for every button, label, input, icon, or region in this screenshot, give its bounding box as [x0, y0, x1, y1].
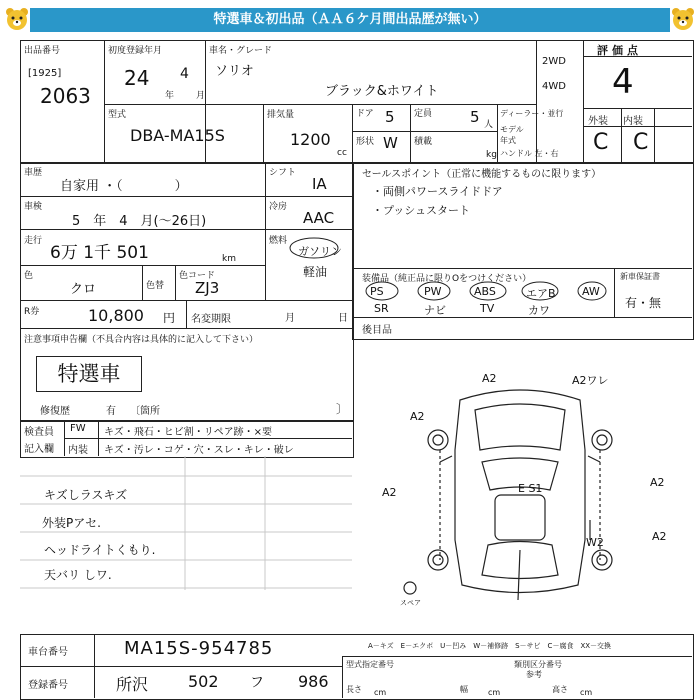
- load-unit: kg: [486, 150, 497, 160]
- plate-area: 所沢: [116, 675, 149, 694]
- equip-navi: ナビ: [424, 304, 446, 317]
- equip-sr: SR: [374, 302, 389, 315]
- color-value: クロ: [70, 282, 97, 297]
- damage-mark: A2: [652, 530, 667, 543]
- drive-2wd: 2WD: [542, 56, 566, 67]
- mileage-label: 走行: [24, 236, 43, 246]
- ac-value: AAC: [303, 209, 335, 227]
- model-year-label: モデル年式: [500, 125, 524, 145]
- equipment-circle-marks: [360, 280, 620, 302]
- warranty-value: 有・無: [625, 296, 662, 310]
- recycle-value: 10,800: [88, 306, 144, 325]
- width-label: 幅: [460, 685, 468, 694]
- damage-mark: E S1: [518, 482, 543, 495]
- interior-grade: C: [633, 130, 649, 155]
- fw-items: キズ・飛石・ヒビ割・リペア跡・×要: [104, 427, 272, 438]
- fuel-diesel: 軽油: [303, 265, 328, 279]
- interior-items: キズ・汚レ・コゲ・穴・スレ・キレ・破レ: [104, 445, 294, 456]
- fuel-gas: ガソリン: [298, 245, 342, 258]
- equip-ps: PS: [370, 285, 384, 298]
- equip-aw: AW: [582, 285, 600, 298]
- equip-airbag: エアB: [526, 287, 556, 300]
- category-label: 類別区分番号: [514, 660, 562, 669]
- ac-label: 冷房: [269, 202, 288, 212]
- damage-mark: A2ワレ: [572, 374, 609, 387]
- spare-label: スペア: [400, 599, 421, 607]
- inspector-label: 検査員: [24, 427, 54, 438]
- sales-label: セールスポイント（正常に機能するものに限ります）: [362, 169, 602, 180]
- shape-label: 形状: [356, 137, 375, 147]
- ref-label: 参考: [526, 670, 542, 679]
- color-label: 色: [24, 271, 34, 281]
- lot-label: 出品番号: [24, 46, 61, 56]
- damage-mark: A2: [482, 372, 497, 385]
- inspector-label-2: 記入欄: [24, 444, 54, 455]
- chassis-label: 車台番号: [28, 647, 68, 658]
- lot-prefix: [1925]: [28, 68, 62, 79]
- engine-value: 1200: [290, 130, 331, 149]
- inspection-value: 5 年 4 月(～26日): [72, 214, 207, 229]
- mileage-value: 6万 1千 501: [50, 243, 149, 263]
- chassis-number: MA15S-954785: [124, 638, 274, 659]
- backseat-label: 後目品: [362, 325, 392, 336]
- drive-4wd: 4WD: [542, 81, 566, 92]
- sales-point-2: ・プッシュスタート: [372, 204, 471, 217]
- month-unit: 月: [196, 91, 206, 101]
- damage-mark: W2: [586, 536, 604, 549]
- exterior-grade: C: [593, 130, 609, 155]
- equip-tv: TV: [480, 302, 495, 315]
- capacity-value: 5: [470, 108, 480, 126]
- handwritten-note-4: 天バリ しワ.: [44, 568, 112, 582]
- fw-label: FW: [70, 423, 86, 434]
- car-name: ソリオ: [215, 64, 254, 79]
- equip-abs: ABS: [474, 285, 496, 298]
- interior-label: 内装: [623, 116, 643, 127]
- width-unit: cm: [488, 688, 501, 697]
- repair-value: 有: [106, 406, 116, 417]
- handle-label: ハンドル 左・右: [500, 149, 559, 158]
- registration-year: 24: [124, 66, 150, 90]
- model-value: DBA-MA15S: [130, 126, 225, 145]
- repair-location: 〔箇所: [130, 406, 160, 417]
- registration-month: 4: [180, 66, 189, 82]
- shape-value: W: [383, 134, 398, 152]
- inspection-label: 車検: [24, 202, 43, 212]
- shift-value: IA: [312, 175, 327, 193]
- shift-label: シフト: [269, 168, 297, 178]
- plate-label: 登録番号: [28, 680, 68, 691]
- model-cert-label: 型式指定番号: [346, 660, 394, 669]
- equip-leather: カワ: [528, 304, 550, 317]
- height-label: 高さ: [552, 685, 568, 694]
- sales-point-1: ・両側パワースライドドア: [372, 185, 503, 198]
- damage-mark: A2: [410, 410, 425, 423]
- doors-value: 5: [385, 108, 395, 126]
- damage-legend: A－キズ E－エクボ U－凹み W－補修跡 S－サビ C－腐食 XX－交換: [368, 642, 612, 650]
- mileage-unit: km: [222, 254, 236, 264]
- plate-kana: フ: [250, 675, 264, 691]
- rating-label: 評価点: [597, 44, 642, 57]
- fuel-circle-mark: [288, 236, 340, 260]
- banner-title: 特選車＆初出品（ＡＡ６ケ月間出品歴が無い）: [30, 8, 670, 32]
- special-stamp: 特選車: [36, 356, 142, 392]
- handwritten-note-3: ヘッドライトくもり.: [44, 543, 156, 557]
- color-change-label: 色替: [146, 281, 165, 291]
- damage-mark: A2: [382, 486, 397, 499]
- length-label: 長さ: [346, 685, 362, 694]
- height-unit: cm: [580, 688, 593, 697]
- capacity-unit: 人: [484, 120, 494, 130]
- model-label: 型式: [108, 110, 127, 120]
- car-grade: ブラック&ホワイト: [325, 84, 439, 99]
- deadline-month: 月: [285, 313, 295, 324]
- engine-unit: cc: [337, 148, 347, 158]
- recycle-label: R券: [24, 307, 40, 317]
- repair-bracket-close: 〕: [336, 402, 349, 416]
- plate-number: 986: [298, 672, 329, 691]
- equip-pw: PW: [424, 285, 442, 298]
- history-value: 自家用 ・（ ）: [60, 179, 188, 194]
- repair-label: 修復歴: [40, 406, 70, 417]
- equipment-label: 装備品（純正品に限りOをつけください）: [362, 274, 532, 284]
- header-banner: [0, 0, 700, 40]
- lot-number: 2063: [40, 84, 91, 108]
- year-unit: 年: [165, 91, 175, 101]
- handwritten-note-1: キズしラスキズ: [44, 488, 128, 502]
- fuel-label: 燃料: [269, 236, 288, 246]
- dealer-label: ディーラー・並行: [500, 109, 564, 118]
- rating-score: 4: [612, 62, 634, 102]
- plate-class: 502: [188, 672, 219, 691]
- recycle-unit: 円: [163, 311, 176, 325]
- history-label: 車歴: [24, 168, 43, 178]
- warranty-label: 新車保証書: [620, 272, 660, 281]
- doors-label: ドア: [356, 109, 374, 119]
- load-label: 積載: [414, 137, 433, 147]
- car-name-label: 車名・グレード: [209, 46, 273, 56]
- engine-label: 排気量: [267, 110, 295, 120]
- deadline-day: 日: [338, 313, 348, 324]
- notes-label: 注意事項申告欄（不具合内容は具体的に記入して下さい）: [24, 335, 259, 345]
- damage-mark: A2: [650, 476, 665, 489]
- color-code-label: 色コード: [179, 271, 216, 281]
- exterior-label: 外装: [588, 116, 608, 127]
- interior-inspect-label: 内装: [68, 445, 88, 456]
- bear-mascot-icon: [4, 6, 30, 32]
- bear-mascot-icon: [670, 6, 696, 32]
- handwritten-note-2: 外装Pアセ.: [42, 516, 101, 530]
- capacity-label: 定員: [414, 109, 433, 119]
- registration-label: 初度登録年月: [108, 46, 163, 56]
- deadline-label: 名変期限: [191, 314, 231, 325]
- color-code: ZJ3: [195, 279, 220, 297]
- length-unit: cm: [374, 688, 387, 697]
